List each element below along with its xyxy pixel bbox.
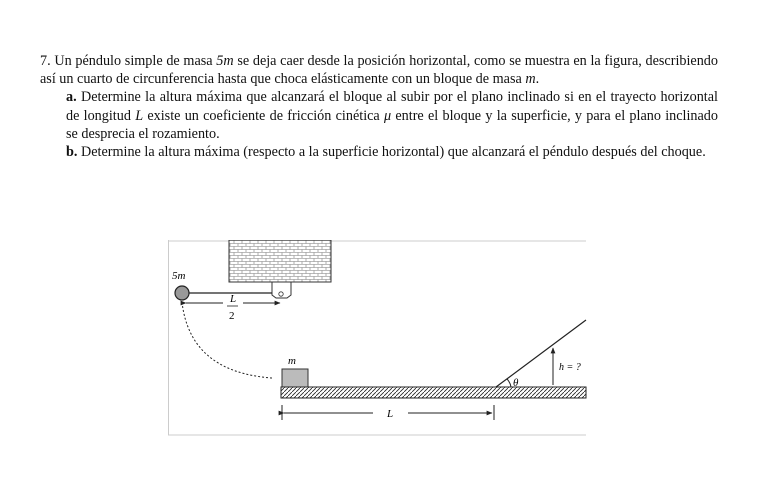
problem-intro: 7. Un péndulo simple de masa 5m se deja caer desde la posición horizontal, como se muestra en la figura, describiendo así un cuarto de circunferencia hasta que choca elásticamente con un bloque de masa m. (40, 53, 718, 88)
problem-statement (40, 52, 718, 161)
part-a: a. Determine la altura máxima que alcanzará el bloque al subir por el plano inclinado si en el trayecto horizontal de longitud L existe un coeficiente de fricción cinética μ entre el bloque y la superficie, y para el plano inclinado se desprecia el rozamiento. (66, 89, 718, 142)
pendulum-bob (175, 286, 189, 300)
height-label: h = ? (559, 362, 581, 373)
ceiling-wall (229, 240, 331, 282)
half-length-numerator: L (230, 293, 237, 305)
length-L-label: L (387, 408, 394, 420)
half-length-denominator: 2 (229, 310, 235, 322)
part-b: b. Determine la altura máxima (respecto a la superficie horizontal) que alcanzará el péndulo después del choque. (66, 144, 706, 161)
angle-arc (507, 379, 511, 387)
block-m-label: m (288, 355, 296, 367)
pendulum-path (182, 302, 272, 378)
mass-5m-label: 5m (172, 270, 186, 282)
angle-theta-label: θ (513, 377, 519, 389)
pendulum-figure (168, 240, 588, 440)
floor-surface (281, 387, 586, 398)
pivot-pin (279, 292, 283, 296)
block-m (282, 369, 308, 387)
inclined-plane (496, 320, 586, 387)
